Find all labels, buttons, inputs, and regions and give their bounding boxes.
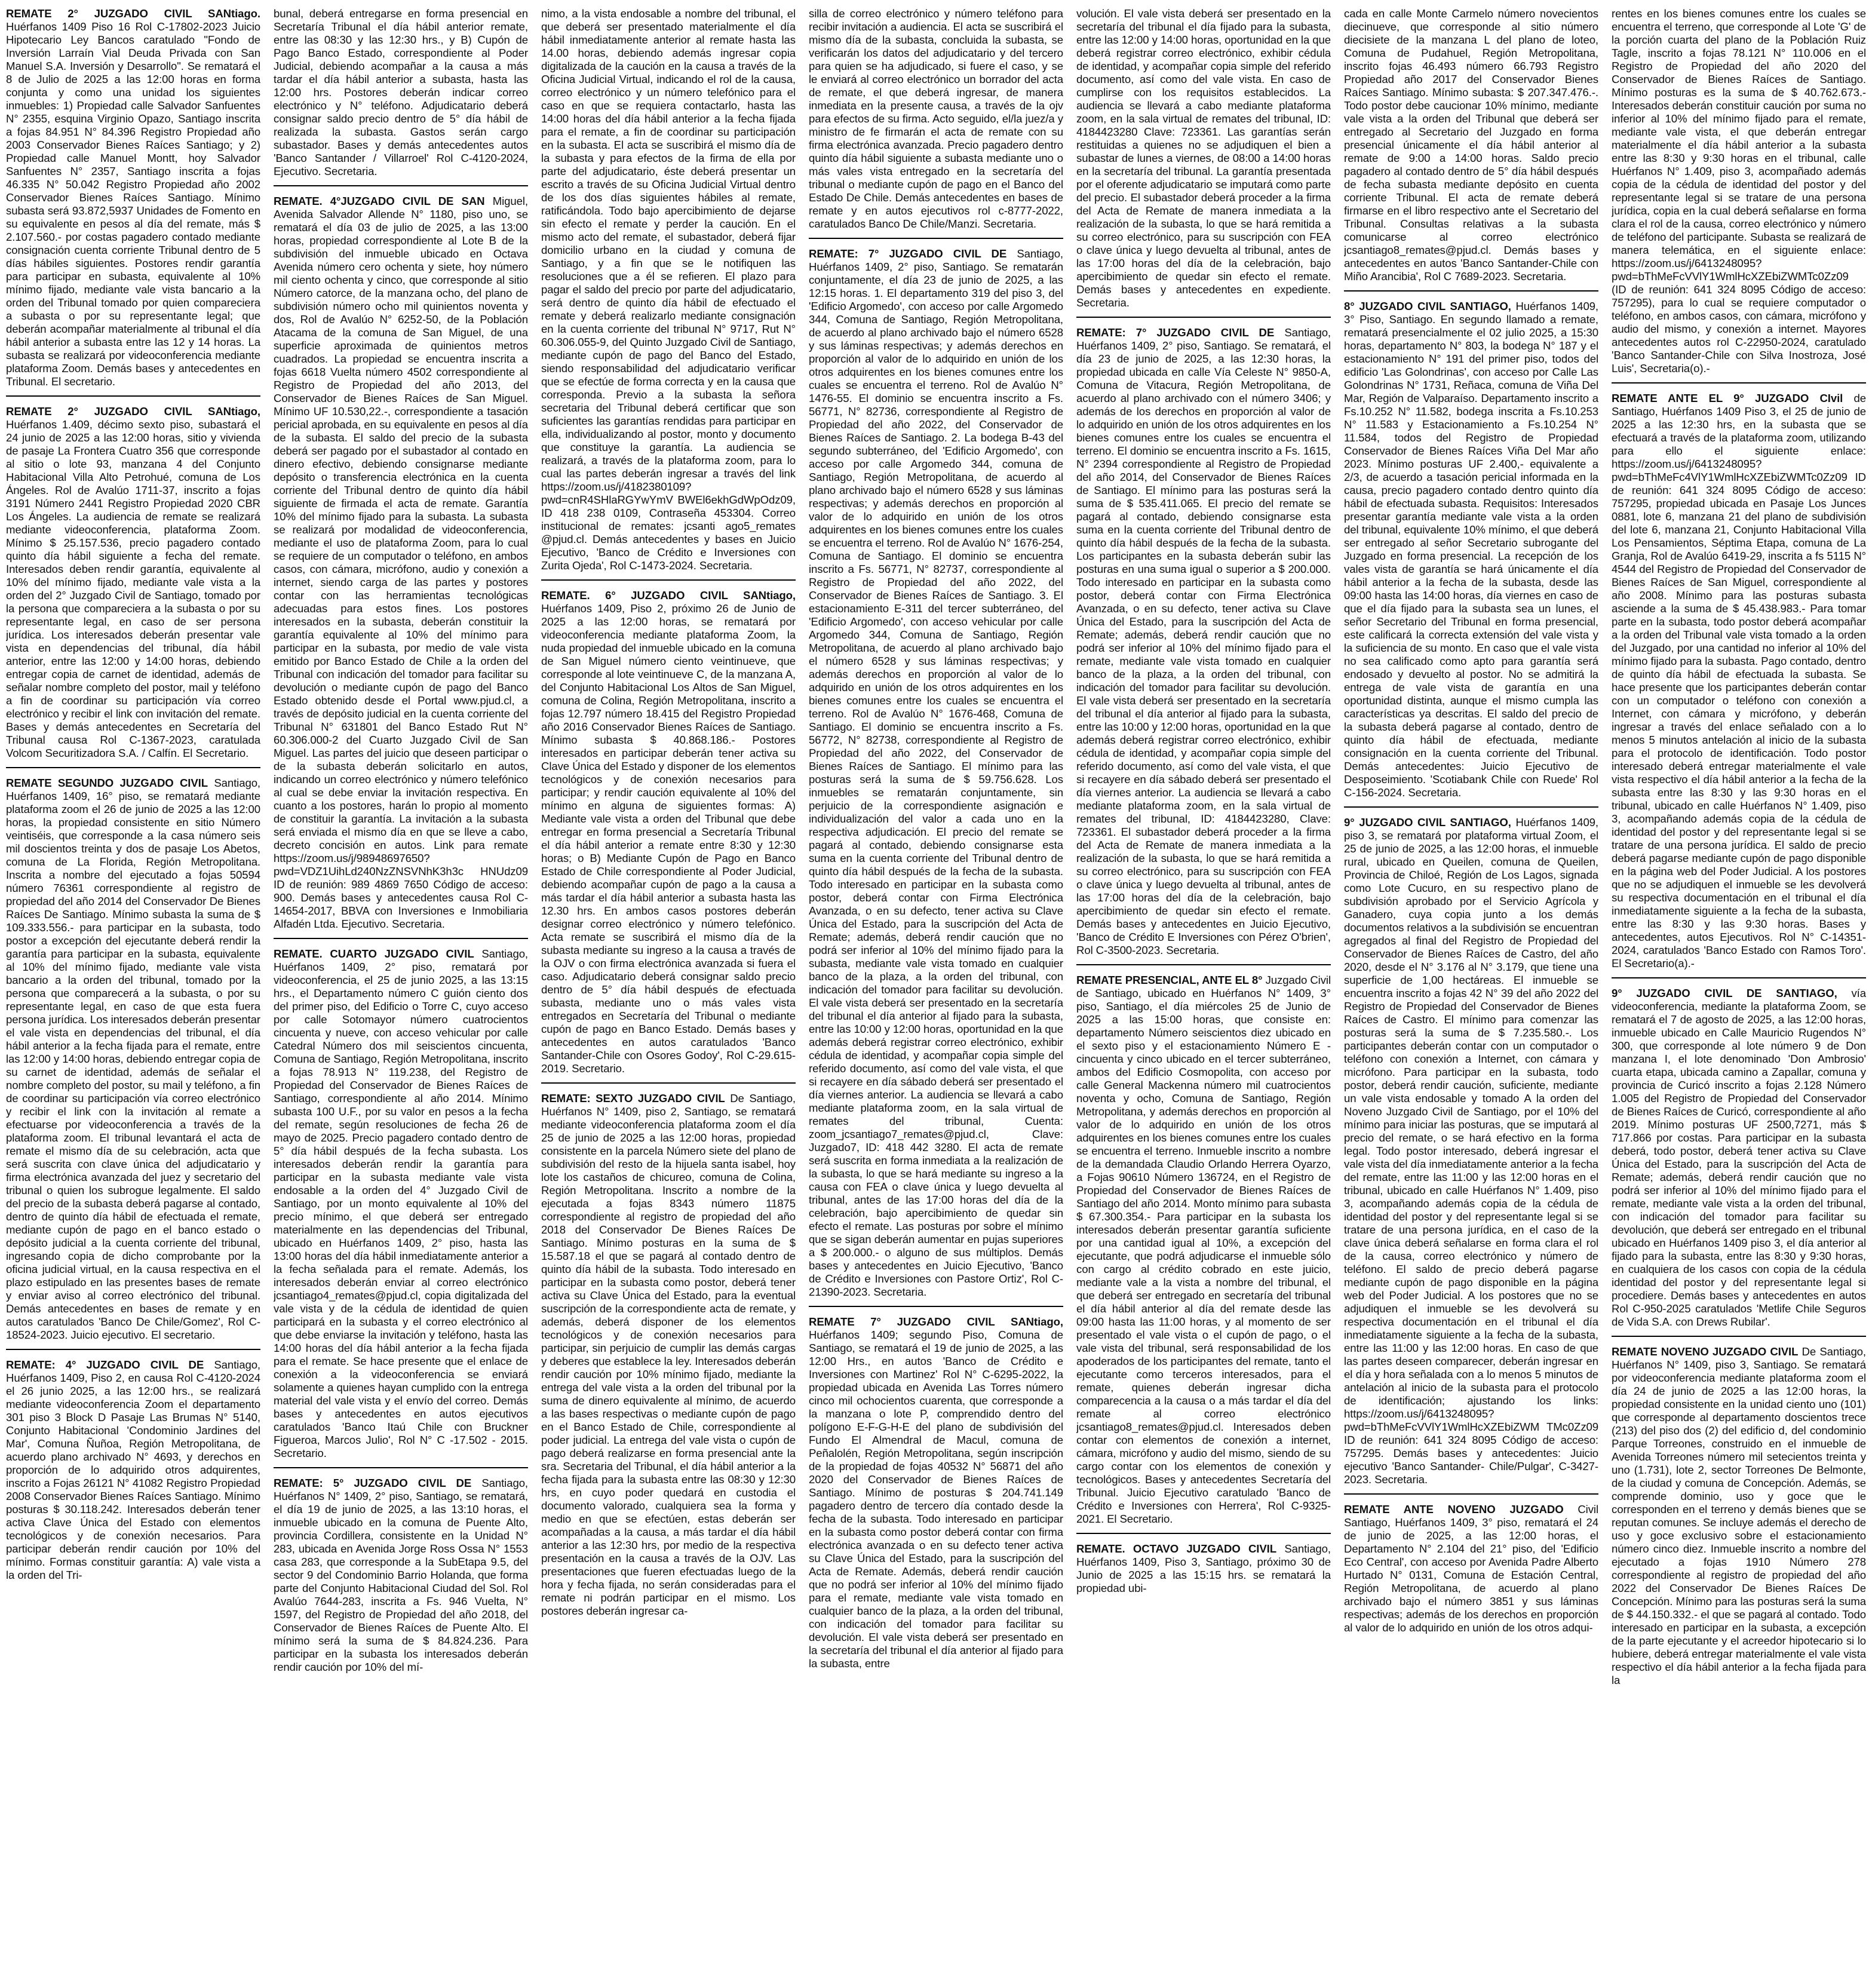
notice-body: Santiago, Huérfanos 1409, 2° piso, rematará por videoconferencia, el 25 de junio 2025, a las 13:15 hrs., el Departamento número C guión ciento dos del primer piso, del Edificio o Torre C, cuyo acceso por calle Sotomayor número cuatrocientos cincuenta y nueve, con acceso vehicular por calle Catedral Número dos mil seiscientos cincuenta, Comuna de Santiago, Región Metropolitana, inscrito a fojas 78.913 N° 119.238, del Registro de Propiedad del Conservador de Bienes Raíces de Santiago, correspondiente al año 2014. Mínimo subasta 100 U.F., por su valor en pesos a la fecha del remate, según resoluciones de fecha 26 de mayo de 2025. Precio pagadero contado dentro de 5° día hábil después de la fecha subasta. Los interesados deberán rendir la garantía para participar en la subasta mediante vale vista endosable a la orden del 4° Juzgado Civil de Santiago, por un monto equivalente al 10% del precio mínimo, el que deberá ser entregado materialmente en las dependencias del Tribunal, ubicado en Huérfanos 1409, 2° piso, hasta las 13:00 horas del día hábil inmediatamente anterior a la fecha señalada para el remate. Además, los interesados deberán enviar al correo electrónico jcsantiago4_remates@pjud.cl, copia digitalizada del vale vista y de la cédula de identidad de quien participará en la subasta y el correo electrónico al que debe enviarse la invitación y teléfono, hasta las 14:00 horas del día hábil anterior a la fecha fijada para el remate. Se hace presente que el enlace de conexión a la videoconferencia se enviará solamente a quienes hayan cumplido con la entrega material del vale vista y el envío del correo. Demás bases y antecedentes en autos ejecutivos caratulados 'Banco Itaú Chile con Bruckner Figueroa, Marcos Julio', Rol N° C -17.502 - 2015. Secretario. [274,947,528,1459]
notice-body: Santiago, Huérfanos N° 1409, 2° piso, Santiago, se rematará, el día 19 de junio de 2025, a las 13:10 horas, el inmueble ubicado en la comuna de Puente Alto, provincia Cordillera, consistente en la Unidad N° 283, ubicada en Avenida Jorge Ross Ossa N° 1553 casa 283, que corresponde a la SubEtapa 9.5, del sector 9 del Condominio Barrio Holanda, que forma parte del Conjunto Habitacional Ciudad del Sol. Rol Avalúo 7644-283, inscrita a Fs. 946 Vuelta, N° 1597, del Registro de Propiedad del año 2018, del Conservador de Bienes Raíces de Puente Alto. El mínimo será la suma de $ 84.824.236. Para participar en la subasta los interesados deberán rendir caución por 10% del mí- [274,1477,528,1673]
notice-text [809,247,1063,1299]
legal-notice [809,247,1063,1307]
notice-text [274,1477,528,1674]
column-3 [541,7,796,1983]
legal-notice [541,7,796,581]
notice-body: Santiago, Huérfanos 1409, 2° piso, Santiago. Se rematará, el día 23 de junio de 2025, a las 12:30 horas, la propiedad ubicada en calle Vía Celeste N° 9850-A, Comuna de Vitacura, Región Metropolitana, de acuerdo al plano archivado con el número 3406; y además de los derechos en proporción al valor de lo adquirido en unión de los otros adquirentes en los bienes comunes entre los cuales se encuentra el terreno. El dominio se encuentra inscrito a Fs. 1615, N° 2394 correspondiente al Registro de Propiedad del año 2014, del Conservador de Bienes Raíces de Santiago. El mínimo para las posturas será la suma de $ 535.411.065. El precio del remate se pagará al contado, debiendo consignarse esta suma en la cuenta corriente del Tribunal dentro de quinto día hábil después de la fecha de la subasta. Los participantes en la subasta deberán subir las posturas en una suma igual o superior a $ 200.000. Todo interesado en participar en la subasta como postor, deberá contar con Firma Electrónica Avanzada, o en su defecto, tener activa su Clave Única del Estado, para la suscripción del Acta de Remate; además, deberá rendir caución que no podrá ser inferior al 10% del mínimo fijado para el remate, mediante vale vista tomado en cualquier banco de la plaza, a la orden del tribunal, con indicación del tomador para facilitar su devolución. El vale vista deberá ser presentado en la secretaría del tribunal el día anterior al fijado para la subasta, entre las 10:00 y 12:00 horas, oportunidad en la que además deberá registrar correo electrónico, exhibir cédula de identidad, y acompañar copia simple del referido documento, así como del vale vista, el que si recayere en día sábado deberá ser presentado el día viernes anterior. La audiencia se llevará a cabo mediante plataforma zoom, en la sala virtual de remates del tribunal, ID: 4184423280, Clave: 723361. El subastador deberá proceder a la firma del Acta de Remate de manera inmediata a la realización de la subasta, lo que se hará remitida a su correo electrónico, para su suscripción con FEA o clave única y luego devuelta al tribunal, antes de las 17:00 horas del día de la celebración, bajo apercibimiento de quedar sin efecto el remate. Demás bases y antecedentes en Juicio Ejecutivo, 'Banco de Crédito E Inversiones con Pérez O'brien', Rol C-3500-2023. Secretaria. [1076,326,1331,956]
notice-title: REMATE 7° JUZGADO CIVIL SANtiago, [809,1315,1063,1328]
notice-title: REMATE. 6° JUZGADO CIVIL SANtiago, [541,589,796,602]
notice-text [1076,1542,1331,1595]
notice-title: 9° JUZGADO CIVIL DE SANTIAGO, [1612,987,1837,999]
notice-text [274,7,528,178]
legal-notice [274,7,528,186]
notice-body: nimo, a la vista endosable a nombre del tribunal, el que deberá ser presentado materialmente el día hábil inmediatamente anterior al remate hasta las 14.00 horas, debiendo además ingresar copia digitalizada de la caución en la causa a través de la Oficina Judicial Virtual, indicando el rol de la causa, correo electrónico y un número telefónico para el caso en que se requiera contactarlo, hasta las 14:00 horas del día hábil anterior a la fecha fijada para el remate, a fin de coordinar su participación en la subasta. El acta se suscribirá el mismo día de la subasta y para efectos de la firma de ella por parte del adjudicatario, éste deberá presentar un escrito a través de su Oficina Judicial Virtual dentro de los dos días siguientes hábiles al remate, ratificándola. Todo bajo apercibimiento de dejarse sin efecto el remate y perder la caución. En el mismo acto del remate, el subastador, deberá fijar domicilio urbano en la ciudad y comuna de Santiago, y a fin que se le notifiquen las resoluciones que a él se refieren. El plazo para pagar el saldo del precio por parte del adjudicatario, será dentro de quinto día hábil de efectuado el remate y deberá realizarlo mediante consignación en la cuenta corriente del tribunal N° 9717, Rut N° 60.306.055-9, del Quinto Juzgado Civil de Santiago, mediante cupón de pago del Banco del Estado, siendo responsabilidad del adjudicatario verificar que se efectúe de forma correcta y en la causa que corresponda. Previo a la subasta la señora secretaria del Tribunal deberá certificar que son suficientes las garantías rendidas para participar en ella, individualizando al postor, monto y documento que constituye la garantía. La audiencia se realizará, a través de la plataforma zoom, para lo cual las partes deberán ingresar a través del link https://zoom.us/j/4182380109?pwd=cnR4SHlaRGYwYmV BWEl6ekhGdWpOdz09, ID 418 238 0109, Contraseña 453304. Correo institucional de remates: jcsanti ago5_remates @pjud.cl. Demás antecedentes y bases en Juicio Ejecutivo, 'Banco de Crédito e Inversiones con Zurita Ojeda', Rol C-1473-2024. Secretaria. [541,7,796,572]
notice-text [1612,1345,1866,1687]
notice-body: Santiago, Huérfanos 1409, 16° piso, se rematará mediante plataforma zoom el 26 de junio de 2025 a las 12:00 horas, la propiedad consistente en sitio Número veintiséis, que corresponde a la casa número seis mil doscientos treinta y dos de pasaje Los Abetos, comuna de La Florida, Región Metropolitana. Inscrita a nombre del ejecutado a fojas 50594 número 76361 correspondiente al registro de propiedad del año 2014 del Conservador De Bienes Raíces De Santiago. Mínimo subasta la suma de $ 109.333.556.- para participar en la subasta, todo postor a excepción del ejecutante deberá rendir la garantía para participar en la subasta, equivalente al 10% del mínimo fijado, mediante vale vista bancario a la orden del tribunal, tomado por la persona que comparecerá a la subasta, o por su representante legal, en caso de que esta fuera persona jurídica. Los interesados deberán presentar el vale vista en dependencias del tribunal, el día hábil anterior a la fecha fijada para el remate, entre las 12:00 y 14:00 horas, debiendo entregar copia de su carnet de identidad, además de señalar el nombre completo del postor, su mail y teléfono, a fin de coordinar su participación vía correo electrónico y recibir el link con la invitación al remate a efectuarse por videoconferencia a través de la plataforma zoom. El tribunal levantará el acta de remate el mismo día de su celebración, acta que será suscrita con clave única del adjudicatario y firma electrónica avanzada del juez y secretario del tribunal o quien los subrogue legalmente. El saldo del precio de la subasta deberá pagarse al contado, dentro de quinto día hábil de efectuada el remate, mediante cupón de pago en el banco estado o depósito judicial a la cuenta corriente del tribunal, ingresando copia de dicho comprobante por la oficina judicial virtual, en la causa respectiva en el plazo estipulado en las presentes bases de remate y enviar aviso al correo electrónico del tribunal. Demás antecedentes en bases de remate y en autos caratulados 'Banco De Chile/Gomez', Rol C-18524-2023. Juicio ejecutivo. El secretario. [6,777,260,1341]
legal-notice [274,1477,528,1681]
notice-body: Juzgado Civil de Santiago, ubicado en Huérfanos N° 1409, 3° piso, Santiago, el día miércoles 25 de Junio de 2025 a las 15:00 horas, que consiste en: departamento Número seiscientos diez ubicado en el sexto piso y el estacionamiento Número E - cincuenta y cinco ubicado en el tercer subterráneo, ambos del Edificio Cosmopolita, con acceso por calle General Mackenna número mil cuatrocientos noventa y ocho, Comuna de Santiago, Región Metropolitana, y además derechos en proporción al valor de lo adquirido en unión de los otros adquirentes en los bienes comunes entre los cuales se encuentra el terreno. Inmueble inscrito a nombre de la demandada Claudio Orlando Herrera Oyarzo, a Fojas 90610 Número 136724, en el Registro de Propiedad del Conservador de Bienes Raíces de Santiago del año 2014. Monto mínimo para subasta $ 67.300.354.- Para participar en la subasta los interesados deberán presentar garantía suficiente por una cantidad igual al 10%, a excepción del ejecutante, que podrá adjudicarse el inmueble sólo con cargo al crédito cobrado en este juicio, mediante vale a la vista a nombre del tribunal, el que deberá ser entregado en secretaría del tribunal el día hábil anterior al día del remate desde las 09:00 hasta las 11:00 horas, y al momento de ser presentado el vale vista o el cupón de pago, o el vale vista del tribunal, será responsabilidad de los apoderados de los participantes del remate, tanto el ejecutante como terceros interesados, para el remate, quienes deberán ingresar dicha comparecencia a la causa o a más tardar el día del remate al correo electrónico jcsantiago8_remates@pjud.cl. Interesados deben contar con elementos de conexión a internet, cámara, micrófono y audio del mismo, siendo de su cargo contar con los elementos de conexión y tecnológicos. Bases y antecedentes Secretaría del Tribunal. Juicio Ejecutivo caratulado 'Banco de Crédito e Inversiones con Herrera', Rol C-9325-2021. El Secretario. [1076,974,1331,1525]
notice-text [1076,974,1331,1526]
legal-notice [541,589,796,1084]
notice-text [274,947,528,1460]
notice-text [541,589,796,1075]
notice-body: vía videoconferencia, mediante la plataforma Zoom, se rematará el 7 de agosto de 2025, a las 12:00 horas, inmueble ubicado en Calle Mauricio Rugendos N° 300, que corresponde al lote número 9 de Don manzana I, el lote denominado 'Don Ambrosio' cuarta etapa, ubicada camino a Zapallar, comuna y provincia de Curicó inscrito a fojas 2.128 Número 1.005 del Registro de Propiedad del Conservador de Bienes Raíces de Curicó, correspondiente al año 2019. Mínimo posturas UF 2500,7271, más $ 717.866 por costas. Para participar en la subasta deberá, todo postor, deberá tener activa su Clave Única del Estado, para la suscripción del Acta de Remate; además, deberá rendir caución que no podrá ser inferior al 10% del mínimo fijado para el remate, mediante vale vista a la orden del tribunal, con indicación del tomador para facilitar su devolución, que deberá ser entregado en el tribunal ubicado en Huérfanos 1409 piso 3, el día anterior al fijado para la subasta, entre las 8:30 y 9:30 horas, en cualquiera de los casos con copia de la cédula identidad del postor y del representante legal si procediere. Demás bases y antecedentes en autos Rol C-950-2025 caratulados 'Metlife Chile Seguros de Vida S.A. con Drews Rubilar'. [1612,987,1866,1328]
notice-body: Huérfanos 1.409, décimo sexto piso, subastará el 24 junio de 2025 a las 12:00 horas, sitio y vivienda de pasaje La Frontera Cuatro 356 que corresponde al sitio o lote 93, manzana 4 del Conjunto Habitacional Villa Alto Petrohué, comuna de Los Ángeles. Rol de Avalúo 1711-37, inscrito a fojas 3191 Número 2441 Registro Propiedad 2020 CBR Los Ángeles. La audiencia de remate se realizará mediante videoconferencia, plataforma Zoom. Mínimo $ 25.157.536, precio pagadero contado quinto día hábil siguiente a fecha del remate. Interesados deben rendir garantía, equivalente al 10% del mínimo fijado, mediante vale vista a la orden del 2° Juzgado Civil de Santiago, tomado por la persona que compareciera a la subasta o por su representante legal, en caso de ser persona jurídica. Los interesados deberán presentar vale vista en dependencias del tribunal, día hábil anterior, entre las 12:00 y 14:00 horas, debiendo entregar copia de carnet de identidad, además de señalar nombre completo del postor, mail y teléfono a fin de coordinar su participación vía correo electrónico y recibir el link con invitación del remate. Bases y demás antecedentes en Secretaría del Tribunal causa Rol C-1367-2023, caratulada Volcom Securitizadora S.A. / Calfín. El Secretario. [6,418,260,759]
legal-notice [274,947,528,1468]
legal-notice [6,1358,260,1589]
notice-title: REMATE NOVENO JUZGADO CIVIL [1612,1345,1799,1358]
notice-body: Santiago, Huérfanos 1409, Piso 2, en causa Rol C-4120-2024 el 26 junio 2025, a las 12:00 hrs., se realizará mediante videoconferencia Zoom el departamento 301 piso 3 Block D Pasaje Las Brumas N° 5140, Conjunto Habitacional 'Condominio Jardines del Mar', Comuna Ñuñoa, Región Metropolitana, de acuerdo plano archivado N° 4693, y derechos en proporción de lo adquirido otros adquirentes, inscrito a Fojas 26121 N° 41082 Registro Propiedad 2008 Conservador Bienes Raíces Santiago. Mínimo posturas $ 30.118.242. Interesados deberán tener activa Clave Única del Estado con elementos tecnológicos y de conexión necesarios. Para participar deberán rendir caución por 10% del mínimo. Formas constituir garantía: A) vale vista a la orden del Tri- [6,1358,260,1581]
notice-title: REMATE: 7° JUZGADO CIVIL DE [1076,326,1275,339]
notice-body: cada en calle Monte Carmelo número novecientos diecinueve, que corresponde al sitio número diecisiete de la manzana L del plano de loteo, Comuna de Pudahuel, Región Metropolitana, inscrito fojas 46.493 número 66.793 Registro Propiedad año 2017 del Conservador Bienes Raíces Santiago. Mínimo subasta: $ 207.347.476.-. Todo postor debe caucionar 10% mínimo, mediante vale vista a la orden del Tribunal que deberá ser entregado al Secretario del Juzgado en forma presencial únicamente el día hábil anterior al remate de 9:00 a 14:00 horas. Saldo precio pagadero al contado dentro de 5° día hábil después de fecha subasta mediante depósito en cuenta corriente Tribunal. El acta de remate deberá firmarse en el libro respectivo ante el Secretario del Tribunal. Consultas relativas a la subasta comunicarse al correo electrónico jcsantiago8_remates@pjud.cl. Demás bases y antecedentes en autos 'Banco Santander-Chile con Miño Arancibia', Rol C 7689-2023. Secretaria. [1344,7,1598,283]
legal-notice [6,777,260,1350]
legal-notice [1076,7,1331,318]
notice-title: REMATE 2° JUZGADO CIVIL SANtiago, [6,405,260,418]
notice-title: REMATE PRESENCIAL, ANTE EL 8° [1076,974,1263,986]
notice-body: Civil Santiago, Huérfanos 1409, 3° piso, rematará el 24 de junio de 2025, a las 12:00 horas, el Departamento N° 2.104 del 21° piso, del 'Edificio Eco Central', con acceso por Avenida Padre Alberto Hurtado N° 0131, Comuna de Estación Central, Región Metropolitana, de acuerdo al plano archivado bajo el número 3851 y sus láminas respectivas; además de los derechos en proporción al valor de lo adquirido en unión de los otros adqui- [1344,1503,1598,1634]
legal-notice [1612,392,1866,978]
notice-text [274,195,528,931]
notice-title: 9° JUZGADO CIVIL SANTIAGO, [1344,816,1511,829]
legal-notice [1344,1503,1598,1642]
legal-notice [1076,1542,1331,1602]
notice-text [541,7,796,572]
notice-text [1076,326,1331,957]
notice-body: silla de correo electrónico y número teléfono para recibir invitación a audiencia. El acta se suscribirá el mismo día de la subasta, concluida la subasta, se verificarán los datos del adjudicatario y del tercero para quien se ha adjudicado, si fuere el caso, y se le enviará al correo electrónico un borrador del acta de remate, el que deberá ingresar, de manera inmediata en la presente causa, a través de la ojv para efectos de su firma. Acto seguido, el/la juez/a y ministro de fe firmarán el acta de remate con su firma electrónica avanzada. Precio pagadero dentro quinto día hábil siguiente a subasta mediante uno o más vales vista entregado en la secretaría del tribunal o mediante cupón de pago en el Banco del Estado De Chile. Demás antecedentes en bases de remate y en autos ejecutivos rol c-8777-2022, caratulados Banco De Chile/Manzi. Secretaria. [809,7,1063,230]
notice-title: REMATE SEGUNDO JUZGADO CIVIL [6,777,208,789]
notice-body: volución. El vale vista deberá ser presentado en la secretaría del tribunal el día fijado para la subasta, entre las 12:00 y 14:00 horas, oportunidad en la que deberá registrar correo electrónico, exhibir cédula de identidad, y acompañar copia simple del referido documento, así como del vale vista. En caso de cumplirse con los requisitos establecidos. La audiencia se llevará a cabo mediante plataforma zoom, en la sala virtual de remates del tribunal, ID: 4184423280 Clave: 723361. Las garantías serán restituidas a quienes no se adjudiquen el bien a subastar de lunes a viernes, de 08:00 a 14:00 horas en la secretaría del tribunal. La garantía presentada por el oferente adjudicatario se imputará como parte del precio. El subastador deberá proceder a la firma del Acta de Remate de manera inmediata a la realización de la subasta, lo que se hará remitida a su correo electrónico, para su suscripción con FEA o clave única y luego devuelta al tribunal, antes de las 17:00 horas del día de la celebración, bajo apercibimiento de quedar sin efecto el remate. Demás bases y antecedentes en expediente. Secretaria. [1076,7,1331,309]
legal-notice [809,7,1063,239]
notice-body: de Santiago, Huérfanos 1409 Piso 3, el 25 de junio de 2025 a las 12:30 hrs, en la subasta que se efectuará a través de la plataforma zoom, utilizando para ello el siguiente enlace: https://zoom.us/j/6413248095?pwd=bThMeFc4VlY1WmlHcXZEbiZWMTc0Zz09 ID de reunión: 641 324 8095 Código de acceso: 757295, propiedad ubicada en Pasaje Los Junces 0881, lote 6, manzana 21 del plano de subdivisión del lote 6, manzana 21, Conjunto Habitacional Villa Los Pensamientos, Séptima Etapa, comuna de La Granja, Rol de Avalúo 6419-29, inscrita a fs 5115 N° 4544 del Registro de Propiedad del Conservador de Bienes Raíces de San Miguel, correspondiente al año 2008. Mínimo para las posturas subasta asciende a la suma de $ 45.438.983.- Para tomar parte en la subasta, todo postor deberá acompañar a la orden del Tribunal vale vista tomado a la orden del Juzgado, por una cantidad no inferior al 10% del mínimo fijado para la subasta. Pago contado, dentro de quinto día hábil de efectuada la subasta. Se hace presente que los participantes deberán contar con un computador o teléfono con conexión a Internet, con cámara y micrófono, y deberán ingresar a través del enlace señalado con a lo menos 5 minutos antelación al inicio de la subasta para el protocolo de identificación. Todo postor interesado deberá entregar materialmente el vale vista respectivo el día hábil anterior a la fecha de la subasta entre las 8:30 y las 9:30 horas en el tribunal, ubicado en calle Huérfanos N° 1.409, piso 3, acompañando además copia de la cédula de identidad del postor y del representante legal si se tratare de una persona jurídica. El saldo de precio deberá pagarse mediante cupón de pago disponible en la página web del Poder Judicial. A los postores que no se adjudiquen el inmueble se les devolverá su respectiva documentación en el tribunal el día inmediatamente siguiente a la fecha de la subasta, entre las 8:30 y las 9:30 horas. Bases y antecedentes, autos Ejecutivos. Rol N° C-14351-2024, caratulados 'Banco Estado con Ramos Toro'. El Secretario(a).- [1612,392,1866,970]
column-4 [809,7,1063,1983]
column-5 [1076,7,1331,1983]
notice-title: REMATE: SEXTO JUZGADO CIVIL [541,1092,725,1105]
legal-notice [1344,816,1598,1495]
notice-title: 8° JUZGADO CIVIL SANTIAGO, [1344,300,1511,312]
notice-title: REMATE: 7° JUZGADO CIVIL DE [809,247,1007,260]
notice-title: REMATE. 4°JUZGADO CIVIL DE SAN [274,195,485,207]
legal-notice [541,1092,796,1625]
column-1 [6,7,260,1983]
notice-title: REMATE ANTE NOVENO JUZGADO [1344,1503,1564,1515]
legal-notice [6,405,260,768]
notice-text [1612,7,1866,375]
legal-notice [1344,7,1598,292]
notice-title: REMATE. CUARTO JUZGADO CIVIL [274,947,474,960]
notice-body: Huérfanos 1409; segundo Piso, Comuna de Santiago, se rematará el 19 de junio de 2025, a las 12:00 Hrs., en autos 'Banco de Crédito e Inversiones con Martinez' Rol N° C-6295-2022, la propiedad ubicada en Avenida Las Torres número cinco mil ochocientos cuarenta, que corresponde a la manzana o lote P, comprendido dentro del polígono E-F-G-H-E del plano de subdivisión del Fundo El Almendral de Macul, comuna de Peñalolén, Región Metropolitana, según inscripción de la propiedad de fojas 40532 N° 56871 del año 2020 del Conservador de Bienes Raíces de Santiago. Mínimo de posturas $ 204.741.149 pagadero dentro de tercero día contado desde la fecha de la subasta. Todo interesado en participar en la subasta como postor deberá contar con firma electrónica avanzada o en su defecto tener activa su Clave Única del Estado, para la suscripción del Acta de Remate. Además, deberá rendir caución que no podrá ser inferior al 10% del mínimo fijado para el remate, mediante vale vista tomado en cualquier banco de la plaza, a la orden del tribunal, con indicación del tomador para facilitar su devolución. El vale vista deberá ser presentado en la secretaría del tribunal el día anterior al fijado para la subasta, entre [809,1329,1063,1670]
legal-notice [1344,300,1598,808]
notice-body: bunal, deberá entregarse en forma presencial en Secretaría Tribunal el día hábil anterior remate, entre las 08:30 y las 12:30 hrs., y B) Cupón de Pago Banco Estado, correspondiente al Poder Judicial, debiendo acompañar a la causa a más tardar el día hábil anterior a subasta, hasta las 12:00 hrs. Postores deberán indicar correo electrónico y N° teléfono. Adjudicatario deberá consignar saldo precio dentro de 5° día hábil de realizada la subasta. Gastos serán cargo subastador. Bases y demás antecedentes autos 'Banco Santander / Villarroel' Rol C-4120-2024, Ejecutivo. Secretaria. [274,7,528,177]
legal-notice [1076,974,1331,1534]
notice-text [809,1315,1063,1670]
notice-body: Santiago, Huérfanos 1409, 2° piso, Santiago. Se rematarán conjuntamente, el día 23 de junio de 2025, a las 12:15 horas. 1. El departamento 319 del piso 3, del 'Edificio Argomedo', con acceso por calle Argomedo 344, Comuna de Santiago, Región Metropolitana, de acuerdo al plano archivado bajo el número 6528 y sus láminas respectivas; y además derechos en proporción al valor de lo adquirido en unión de los otros adquirentes en los bienes comunes entre los cuales se encuentra el terreno. Rol de Avalúo N° 1476-55. El dominio se encuentra inscrito a Fs. 56771, N° 82736, correspondiente al Registro de Propiedad del año 2022, del Conservador de Bienes Raíces de Santiago. 2. La bodega B-43 del segundo subterráneo, del 'Edificio Argomedo', con acceso por calle Argomedo 344, comuna de Santiago, Región Metropolitana, de acuerdo al plano archivado bajo el número 6528 y sus láminas respectivas; y además derechos en proporción al valor de lo adquirido en unión de los otros adquirentes en los bienes comunes entre los cuales se encuentra el terreno. Rol de Avalúo N° 1676-254, Comuna de Santiago. El dominio se encuentra inscrito a Fs. 56771, N° 82737, correspondiente al Registro de Propiedad del año 2022, del Conservador de Bienes Raíces de Santiago. 3. El estacionamiento E-311 del tercer subterráneo, del 'Edificio Argomedo', con acceso vehicular por calle Argomedo 344, Comuna de Santiago, Región Metropolitana, de acuerdo al plano archivado bajo el número 6528 y sus láminas respectivas; y además derechos en proporción al valor de lo adquirido en unión de los otros adquirentes en los bienes comunes entre los cuales se encuentra el terreno. Rol de Avalúo N° 1676-468, Comuna de Santiago. El dominio se encuentra inscrito a Fs. 56772, N° 82738, correspondiente al Registro de Propiedad del año 2022, del Conservador de Bienes Raíces de Santiago. El mínimo para las posturas será la suma de $ 59.756.628. Los inmuebles se rematarán conjuntamente, sin perjuicio de la correspondiente asignación e individualización del valor a cada uno en la respectiva adjudicación. El precio del remate se pagará al contado, debiendo consignarse esta suma en la cuenta corriente del Tribunal dentro de quinto día hábil después de la fecha de la subasta. Todo interesado en participar en la subasta como postor, deberá contar con Firma Electrónica Avanzada, o en su defecto, tener activa su Clave Única del Estado, para la suscripción del Acta de Remate; además, deberá rendir caución que no podrá ser inferior al 10% del mínimo fijado para la subasta, mediante vale vista tomado en cualquier banco de la plaza, a la orden del tribunal, con indicación del tomador para facilitar su devolución. El vale vista deberá ser presentado en la secretaría del tribunal el día anterior al fijado para la subasta, entre las 10:00 y 12:00 horas, oportunidad en la que además deberá registrar correo electrónico, exhibir cédula de identidad, y acompañar copia simple del referido documento, así como del vale vista, el que si recayere en día sábado deberá ser presentado el día viernes anterior. La audiencia se llevará a cabo mediante plataforma zoom, en la sala virtual de remates del tribunal, Cuenta: zoom_jcsantiago7_remates@pjud.cl, Clave: Juzgado7, ID: 418 442 3280. El acta de remate será suscrita en forma inmediata a la realización de la subasta, lo que se hará mediante su ingreso a la causa con FEA o clave única y luego devuelta al tribunal, antes de las 17:00 horas del día de la celebración, bajo apercibimiento de quedar sin efecto el remate. Las posturas por sobre el mínimo que se sigan deberán aumentar en pujas superiores a $ 200.000.- o alguno de sus múltiplos. Demás bases y antecedentes en Juicio Ejecutivo, 'Banco de Crédito e Inversiones con Pastore Ortiz', Rol C-21390-2023. Secretaria. [809,247,1063,1298]
notice-title: REMATE. OCTAVO JUZGADO CIVIL [1076,1542,1276,1555]
legal-notice [1076,326,1331,965]
notice-text [6,1358,260,1582]
notice-body: rentes en los bienes comunes entre los cuales se encuentra el terreno, que corresponde al Lote 'G' de la porción cuarta del plano de la Población Ruiz Tagle, inscrito a fojas 78.121 N° 110.006 en el Registro de Propiedad del año 2020 del Conservador de Bienes Raíces de Santiago. Mínimo posturas es la suma de $ 40.762.673.- Interesados deberán constituir caución por suma no inferior al 10% del mínimo fijado para el remate, mediante vale vista, el que deberán entregar materialmente el día hábil anterior a la subasta entre las 8:30 y 9:30 horas en el tribunal, calle Huérfanos N° 1.409, piso 3, acompañado además copia de la cédula de identidad del postor y del representante legal si se tratare de una persona jurídica, copia en la cual deberá señalarse en forma clara el rol de la causa, correo electrónico y número de teléfono del participante. Subasta se realizará de manera telemática, en el siguiente enlace: https://zoom.us/j/6413248095?pwd=bThMeFcVVlY1WmlHcXZEbiZWMTc0Zz09 (ID de reunión: 641 324 8095 Código de acceso: 757295), para lo cual se requiere computador o teléfono, en ambos casos, con cámara, micrófono y audio del mismo, y conexión a internet. Mayores antecedentes autos rol C-22950-2024, caratulado 'Banco Santander-Chile con Silva Inostroza, José Luis', Secretaria(o).- [1612,7,1866,375]
notice-title: REMATE 2° JUZGADO CIVIL SANtiago. [6,7,260,20]
notice-title: REMATE ANTE EL 9° JUZGADO CIvil [1612,392,1843,404]
legal-notice [6,7,260,397]
notice-body: De Santiago, Huérfanos N° 1409, piso 2, Santiago, se rematará mediante videoconferencia plataforma zoom el día 25 de junio de 2025 a las 12:00 horas, propiedad consistente en la parcela Número siete del plano de subdivisión del resto de la hijuela santa isabel, hoy lote los castaños de chicureo, comuna de Colina, Región Metropolitana. Inscrito a nombre de la ejecutada a fojas 8343 número 11875 correspondiente al registro de propiedad del año 2018 del Conservador De Bienes Raíces De Santiago. Mínimo posturas en la suma de $ 15.587.18 el que se pagará al contado dentro de quinto día hábil de la subasta. Todo interesado en participar en la subasta como postor, deberá tener activa su Clave Única del Estado, para la eventual suscripción de la correspondiente acta de remate, y además, deberá disponer de los elementos tecnológicos y de conexión necesarios para participar, sin perjuicio de cumplir las demás cargas y deberes que establece la ley. Interesados deberán rendir caución por 10% mínimo fijado, mediante la entrega del vale vista a la orden del tribunal por la suma de dinero equivalente al mínimo, de acuerdo a las bases respectivas o mediante cupón de pago en el Banco Estado de Chile, correspondiente al poder judicial. La entrega del vale vista o cupón de pago deberá realizarse en forma presencial ante la sra. Secretaria del Tribunal, el día hábil anterior a la fecha fijada para la subasta entre las 08:30 y 12:30 hrs, en cuyo poder quedará en custodia el documento valorado, cualquiera sea la forma y medio en que se efectúen, estas deberán ser acompañadas a la causa, a más tardar el día hábil anterior a las 12:30 hrs, por medio de la respectiva presentación en la causa a través de la OJV. Las presentaciones que fueren efectuadas luego de la hora y fecha fijada, no serán consideradas para el remate ni podrán participar en el mismo. Los postores deberán ingresar ca- [541,1092,796,1617]
notice-text [1344,816,1598,1486]
legal-notice [1612,7,1866,384]
notice-body: Miguel, Avenida Salvador Allende N° 1180, piso uno, se rematará el día 03 de julio de 2025, a las 13:00 horas, propiedad correspondiente al Lote B de la subdivisión del inmueble ubicado en Octava Avenida número cero ochenta y siete, hoy número mil ciento ochenta y cinco, que corresponde al sitio Número catorce, de la manzana ocho, del plano de subdivisión número ocho mil quinientos noventa y dos, Rol de Avalúo N° 6252-50, de la Población Atacama de la comuna de San Miguel, de una superficie aproximada de quinientos metros cuadrados. La propiedad se encuentra inscrita a fojas 6618 Vuelta número 4502 correspondiente al Registro de Propiedad del año 2013, del Conservador de Bienes Raíces de San Miguel. Mínimo UF 10.530,22.-, correspondiente a tasación pericial aprobada, en su equivalente en pesos al día de la subasta. El saldo del precio de la subasta deberá ser pagado por el subastador al contado en dinero efectivo, debiendo consignarse mediante depósito o transferencia electrónica en la cuenta corriente del Tribunal dentro de quinto día hábil siguiente de firmada el acta de remate. Garantía 10% del mínimo fijado para la subasta. La subasta se realizará por modalidad de videoconferencia, mediante el uso de plataforma Zoom, para lo cual se requiere de un computador o teléfono, en ambos casos, con cámara, micrófono, audio y conexión a internet, siendo carga de las partes y postores contar con las herramientas tecnológicas adecuadas para estos fines. Los postores interesados en la subasta, deberán constituir la garantía equivalente al 10% del mínimo para participar en la subasta, por medio de vale vista emitido por Banco Estado de Chile a la orden del Tribunal con indicación del tomador para facilitar su devolución o mediante cupón de pago del Banco Estado obtenido desde el Portal www.pjud.cl, a través de depósito judicial en la cuenta corriente del Tribunal N° 631801 del Banco Estado Rut N° 60.306.000-2 del Cuarto Juzgado Civil de San Miguel. Las partes del juicio que deseen participar o de la subasta deberán solicitarlo en autos, indicando un correo electrónico y número telefónico al cual se debe enviar la invitación respectiva. En cuanto a los postores, harán lo propio al momento de constituir la garantía. La invitación a la subasta será enviada el mismo día en que se lleve a cabo, decreto concisión en autos. Link para remate https://zoom.us/j/98948697650?pwd=VDZ1UihLd240NzZNSVNhK3h3c HNUdz09 ID de reunión: 989 4869 7650 Código de acceso: 900. Demás bases y antecedentes causa Rol C-14654-2017, BBVA con Inversiones e Inmobiliaria Alfadén Ltda. Ejecutivo. Secretaria. [274,195,528,930]
notice-title: REMATE: 5° JUZGADO CIVIL DE [274,1477,472,1489]
legal-notice [1612,987,1866,1337]
notice-text [6,405,260,760]
column-2 [274,7,528,1983]
notice-title: REMATE: 4° JUZGADO CIVIL DE [6,1358,204,1371]
notice-text [809,7,1063,231]
notice-body: Huérfanos 1409, piso 3, se rematará por plataforma virtual Zoom, el 25 de junio de 2025, a las 12:00 horas, el inmueble rural, ubicado en Queilen, comuna de Queilen, Provincia de Chiloé, Región de Los Lagos, signada como Lote Cucuro, en su respectivo plano de subdivisión aprobado por el Servicio Agrícola y Ganadero, cuya copia junto a los demás documentos relativos a la subdivisión se encuentran agregados al final del Registro de Propiedad del Conservador de Bienes Raíces de Castro, del año 2020, desde el N° 3.176 al N° 3.179, que tiene una superficie de 1,00 hectáreas. El inmueble se encuentra inscrito a fojas 42 N° 39 del año 2022 del Registro de Propiedad del Conservador de Bienes Raíces de Castro. El mínimo para comenzar las posturas será la suma de $ 7.235.580.-. Los participantes deberán contar con un computador o teléfono con conexión a Internet, con cámara y micrófono. Para participar en la subasta, todo postor, deberá rendir caución, suficiente, mediante un vale vista endosable y tomado A la orden del Noveno Juzgado Civil de Santiago, por el 10% del mínimo para iniciar las posturas, que se imputará al precio del remate, o se hará efectivo en la forma legal. Todo postor interesado, deberá ingresar el vale vista del día inmediatamente anterior a la fecha del remate, entre las 11:00 y las 12:00 horas en el tribunal, ubicado en calle Huérfanos N° 1.409, piso 3, acompañando además copia de la cédula de identidad del postor y del representante legal si se tratare de una persona jurídica, en el caso de la clave única deberá señalarse en forma clara el rol de la causa, correo electrónico y número de teléfono. El saldo de precio deberá pagarse mediante cupón de pago disponible en la página web del Poder Judicial. A los postores que no se adjudiquen el inmueble se les devolverá su respectiva documentación en el tribunal el día inmediatamente siguiente a la fecha de la subasta, entre las 11:00 y las 12:00 horas. En caso de que las partes deseen comparecer, deberán ingresar en el día y hora señalada con a lo menos 5 minutos de antelación al inicio de la subasta para el protocolo de identificación; ajustando los links: https://zoom.us/j/6413248095?pwd=bThMeFcVVlY1WmlHcXZEbiZWM TMc0Zz09 ID de reunión: 641 324 8095 Código de acceso: 757295. Demás bases y antecedentes: Juicio ejecutivo 'Banco Santander- Chile/Pulgar', C-3427-2023. Secretaria. [1344,816,1598,1486]
notice-text [1076,7,1331,309]
column-6 [1344,7,1598,1983]
legal-notice [274,195,528,939]
notice-text [1344,1503,1598,1634]
notice-text [1344,300,1598,799]
notice-body: De Santiago, Huérfanos N° 1409, piso 3, Santiago. Se rematará por videoconferencia mediante plataforma zoom el día 24 de junio de 2025 a las 12:00 horas, la propiedad consistente en la unidad ciento uno (101) que corresponde al departamento doscientos trece (213) del piso dos (2) del edificio d, del condominio Parque Torreones, construido en el inmueble de Avenida Torreones número mil setecientos treinta y uno (1.731), lote 2, sector Torreones De Belmonte, de la ciudad y comuna de Concepción. Además, se comprende dominio, uso y goce que le corresponden en el terreno y demás bienes que se reputan comunes. Se incluye además el derecho de uso y goce exclusivo sobre el estacionamiento número cinco diez. Inmueble inscrito a nombre del ejecutado a fojas 1910 Número 278 correspondiente al registro de propiedad del año 2022 del Conservador De Bienes Raíces De Concepción. Mínimo para las posturas será la suma de $ 44.150.332.- el que se pagará al contado. Todo interesado en participar en la subasta, a excepción de la parte ejecutante y el acreedor hipotecario si lo hubiere, deberá entregar materialmente el vale vista respectivo el día hábil anterior a la fecha fijada para la [1612,1345,1866,1686]
legal-notice [1612,1345,1866,1694]
column-7 [1612,7,1866,1983]
notice-text [1344,7,1598,283]
notice-text [6,777,260,1342]
notice-body: Huérfanos 1409 Piso 16 Rol C-17802-2023 Juicio Hipotecario Ley Bancos caratulado "Fondo de Inversión Larraín Vial Deuda Privada con San Manuel S.A. Inversión y Desarrollo". Se rematará el 8 de Julio de 2025 a las 12:00 horas en forma conjunta y como una unidad los siguientes inmuebles: 1) Propiedad calle Salvador Sanfuentes N° 2355, esquina Virginio Opazo, Santiago inscrita a fojas 84.951 N° 84.396 Registro Propiedad año 2003 Conservador Bienes Raíces Santiago; y 2) Propiedad calle Manuel Montt, hoy Salvador Sanfuentes N° 2357, Santiago inscrita a fojas 46.335 N° 50.042 Registro Propiedad año 2002 Conservador Bienes Raíces Santiago. Mínimo subasta será 93.872,5937 Unidades de Fomento en su equivalente en pesos al día del remate, más $ 2.107.560.- por costas pagadero contado mediante consignación cuenta corriente Tribunal dentro de 5 días hábiles siguientes. Postores rendir garantía para participar en subasta, equivalente al 10% mínimo fijado, mediante vale vista bancario a la orden del Tribunal tomado por quien compareciera a subasta o por su representante legal; que deberán acompañar materialmente al tribunal el día hábil anterior a subasta entre las 12 y 14 horas. La subasta se realizará por videoconferencia mediante plataforma Zoom. Demás bases y antecedentes en Tribunal. El secretario. [6,20,260,388]
notice-text [1612,987,1866,1329]
notice-body: Santiago, Huérfanos 1409, Piso 3, Santiago, próximo 30 de Junio de 2025 a las 15:15 hrs. se rematará la propiedad ubi- [1076,1542,1331,1594]
notice-text [541,1092,796,1618]
notice-body: Huérfanos 1409, Piso 2, próximo 26 de Junio de 2025 a las 12:00 horas, se rematará por videoconferencia mediante plataforma Zoom, la nuda propiedad del inmueble ubicado en la comuna de San Miguel número ciento veintinueve, que corresponde al lote veintinueve C, de la manzana A, del Conjunto Habitacional Los Altos de San Miguel, comuna de Colina, Región Metropolitana, inscrito a fojas 12.797 número 18.415 del Registro Propiedad año 2016 Conservador Bienes Raíces de Santiago. Mínimo subasta $ 40.868.186.- Postores interesados en participar deberán tener activa su Clave Única del Estado y disponer de los elementos tecnológicos y de conexión necesarios para participar; y rendir caución equivalente al 10% del mínimo en alguna de siguientes formas: A) Mediante vale vista a orden del Tribunal que debe entregar en forma presencial a Secretaría Tribunal el día hábil anterior a remate entre 8:30 y 12:30 horas; o B) Mediante Cupón de Pago en Banco Estado de Chile correspondiente al Poder Judicial, debiendo acompañar cupón de pago a la causa a más tardar el día hábil anterior a subasta hasta las 12.30 hrs. En ambos casos postores deberán designar correo electrónico y número telefónico. Acta remate se suscribirá el mismo día de la subasta mediante su ingreso a la causa a través de la OJV o con firma electrónica avanzada si fuera el caso. Adjudicatario deberá consignar saldo precio dentro de 5° día hábil después de efectuada subasta, mediante uno o más vales vista entregados en Secretaría del Tribunal o mediante cupón de pago en Banco Estado. Demás bases y antecedentes en autos caratulados 'Banco Santander-Chile con Osores Godoy', Rol C-29.615-2019. Secretario. [541,602,796,1075]
notice-text [1612,392,1866,970]
notice-body: Huérfanos 1409, 3° Piso, Santiago. En segundo llamado a remate, rematará presencialmente el 02 julio 2025, a 15:30 horas, departamento N° 803, la bodega N° 187 y el estacionamiento N° 191 del primer piso, todos del edificio 'Las Golondrinas', con acceso por Calle Las Golondrinas N° 1731, Reñaca, comuna de Viña Del Mar, Región de Valparaíso. Departamento inscrito a Fs.10.252 N° 11.582, bodega inscrita a Fs.10.253 N° 11.583 y Estacionamiento a Fs.10.254 N° 11.584, todos del Registro de Propiedad Conservador de Bienes Raíces Viña Del Mar año 2023. Mínimo posturas UF 2.400,- equivalente a 2/3, de acuerdo a tasación pericial informada en la causa, precio pagadero contado dentro quinto día hábil de efectuada subasta. Requisitos: Interesados presentar garantía mediante vale vista a la orden del tribunal, equivalente 10% mínimo, el que deberá ser entregado al señor Secretario subrogante del Juzgado en forma presencial. La recepción de los vales vista de garantía se hará únicamente el día hábil anterior a la fecha de la subasta, desde las 09:00 hasta las 14:00 horas, día viernes en caso de que el día fijado para la subasta sea un lunes, el señor Secretario del Tribunal en forma presencial, este calificará la correcta extensión del vale vista y la suficiencia de su monto. En caso que el vale vista no sea calificado como apto para garantía será endosado y devuelto al postor. No se admitirá la entrega de vale vista de garantía en una oportunidad distinta, aunque el mismo cumpla las características ya descritas. El saldo del precio de la subasta deberá pagarse al contado, dentro de quinto día hábil de efectuada, mediante consignación en la cuenta corriente del Tribunal. Demás antecedentes: Juicio Ejecutivo de Desposeimiento. 'Scotiabank Chile con Ruede' Rol C-156-2024. Secretaria. [1344,300,1598,799]
legal-notice [809,1315,1063,1677]
notice-text [6,7,260,388]
